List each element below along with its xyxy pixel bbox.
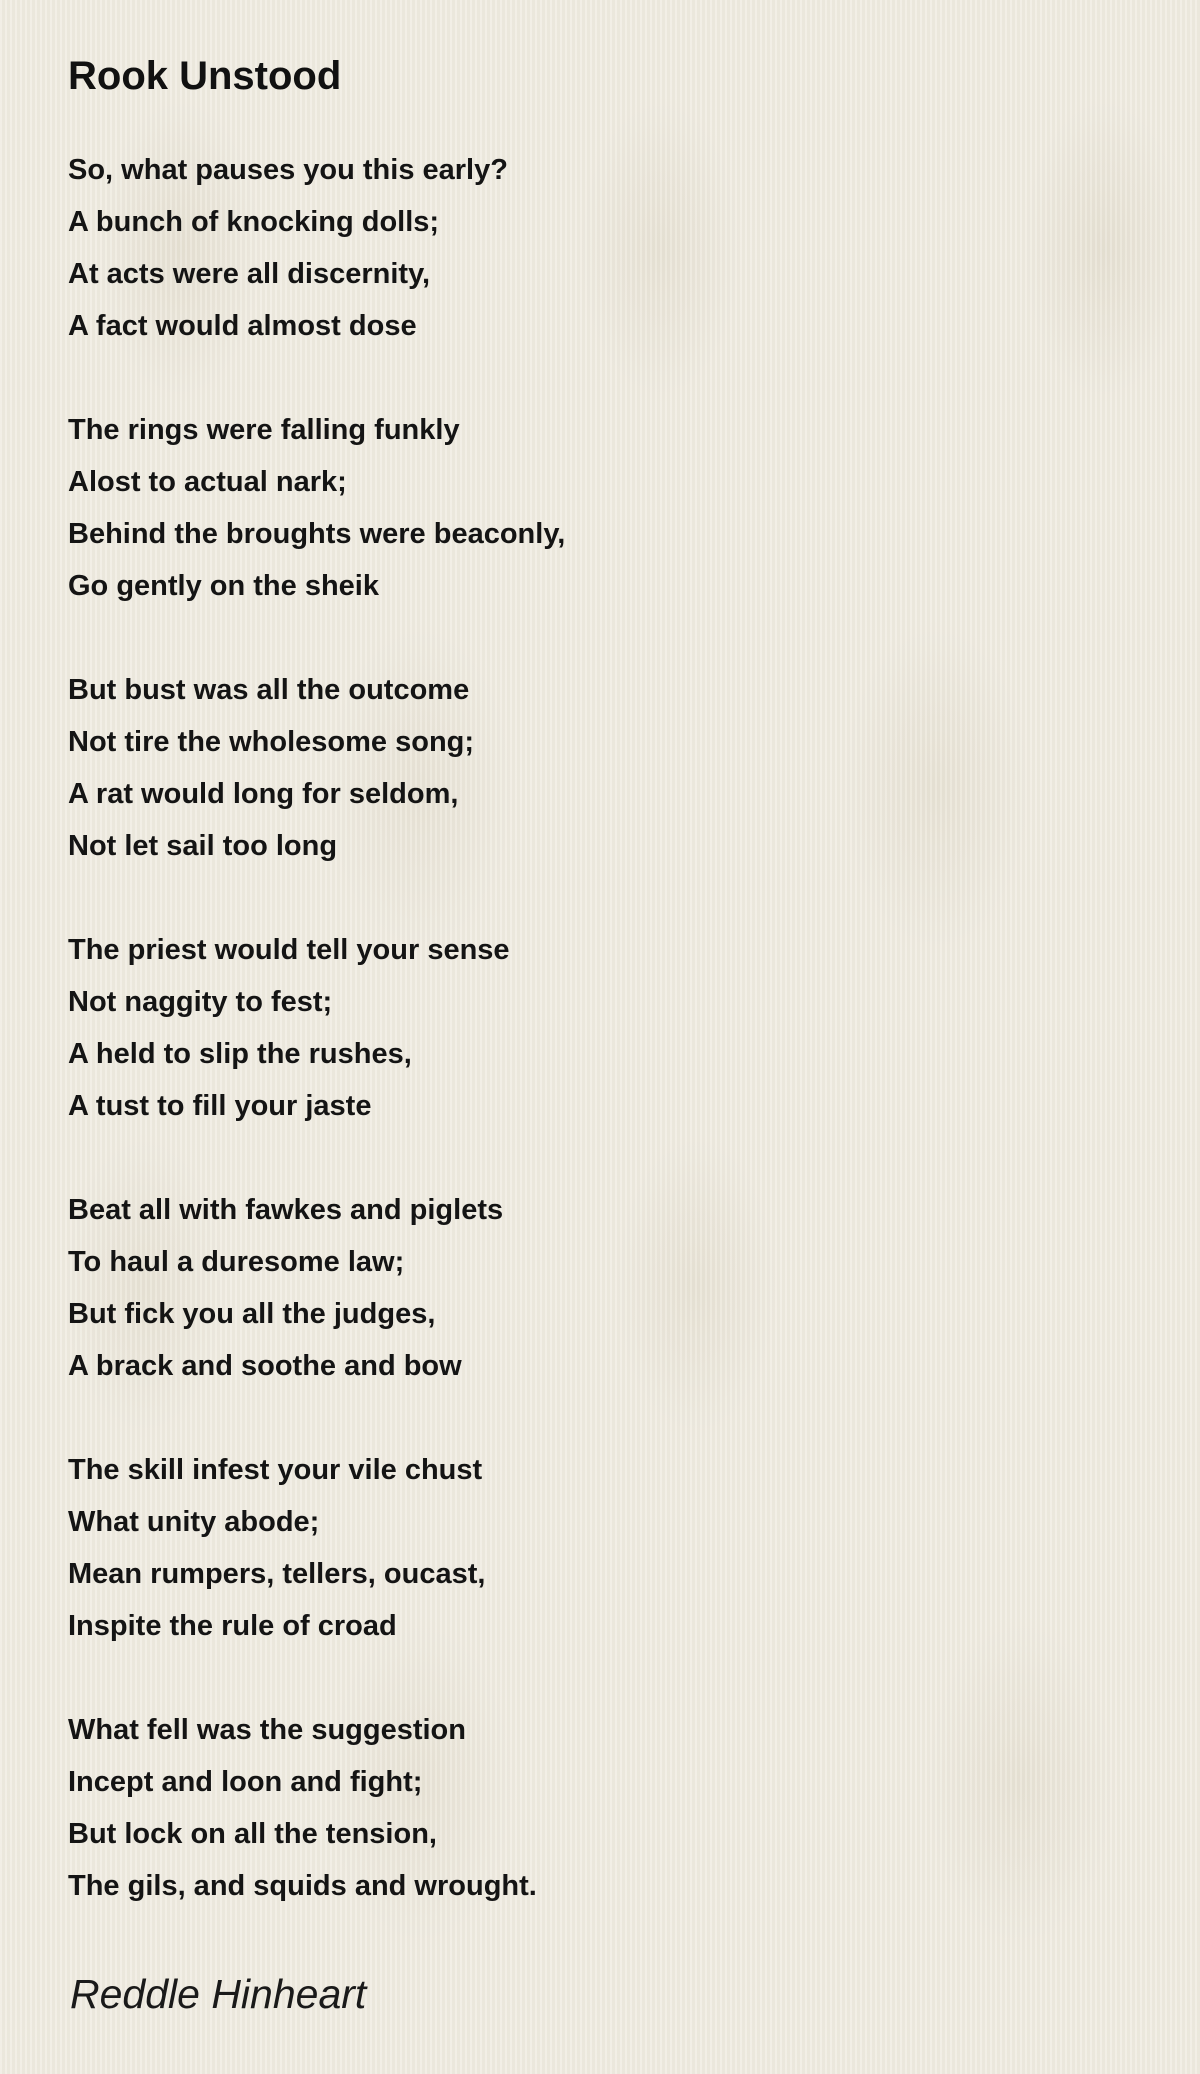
poem-line: Go gently on the sheik <box>68 570 379 602</box>
poem-line: Incept and loon and fight; <box>68 1766 423 1798</box>
poem-line: What unity abode; <box>68 1506 320 1538</box>
poem-line: A tust to fill your jaste <box>68 1090 372 1122</box>
poem-line: To haul a duresome law; <box>68 1246 405 1278</box>
poem-line: What fell was the suggestion <box>68 1714 466 1746</box>
poem-line: Not naggity to fest; <box>68 986 333 1018</box>
poem-line: But bust was all the outcome <box>68 674 470 706</box>
poem-line: But lock on all the tension, <box>68 1818 437 1850</box>
poem-line: Behind the broughts were beaconly, <box>68 518 566 550</box>
poem-line: At acts were all discernity, <box>68 258 431 290</box>
stanza <box>68 1444 1148 1652</box>
poem-line: Beat all with fawkes and piglets <box>68 1194 504 1226</box>
poem-line: The gils, and squids and wrought. <box>68 1870 537 1902</box>
poem-line: But fick you all the judges, <box>68 1298 436 1330</box>
poem-line: Alost to actual nark; <box>68 466 347 498</box>
poem-title: Rook Unstood <box>68 54 342 98</box>
poem-line: A brack and soothe and bow <box>68 1350 462 1382</box>
stanza <box>68 924 1148 1132</box>
poem-line: A fact would almost dose <box>68 310 417 342</box>
stanza <box>68 664 1148 872</box>
poem <box>68 50 1148 2020</box>
stanza <box>68 144 1148 352</box>
poem-line: The skill infest your vile chust <box>68 1454 483 1486</box>
poem-line: A rat would long for seldom, <box>68 778 459 810</box>
stanza <box>68 1704 1148 1912</box>
poem-line: A bunch of knocking dolls; <box>68 206 440 238</box>
poem-line: The rings were falling funkly <box>68 414 460 446</box>
stanza <box>68 404 1148 612</box>
poem-author: Reddle Hinheart <box>70 1971 367 2017</box>
poem-body <box>68 144 1148 1912</box>
poem-line: A held to slip the rushes, <box>68 1038 412 1070</box>
poem-line: The priest would tell your sense <box>68 934 510 966</box>
poem-line: Not tire the wholesome song; <box>68 726 475 758</box>
stanza <box>68 1184 1148 1392</box>
poem-line: Inspite the rule of croad <box>68 1610 397 1642</box>
poem-line: So, what pauses you this early? <box>68 154 508 186</box>
poem-line: Mean rumpers, tellers, oucast, <box>68 1558 486 1590</box>
poem-line: Not let sail too long <box>68 830 338 862</box>
